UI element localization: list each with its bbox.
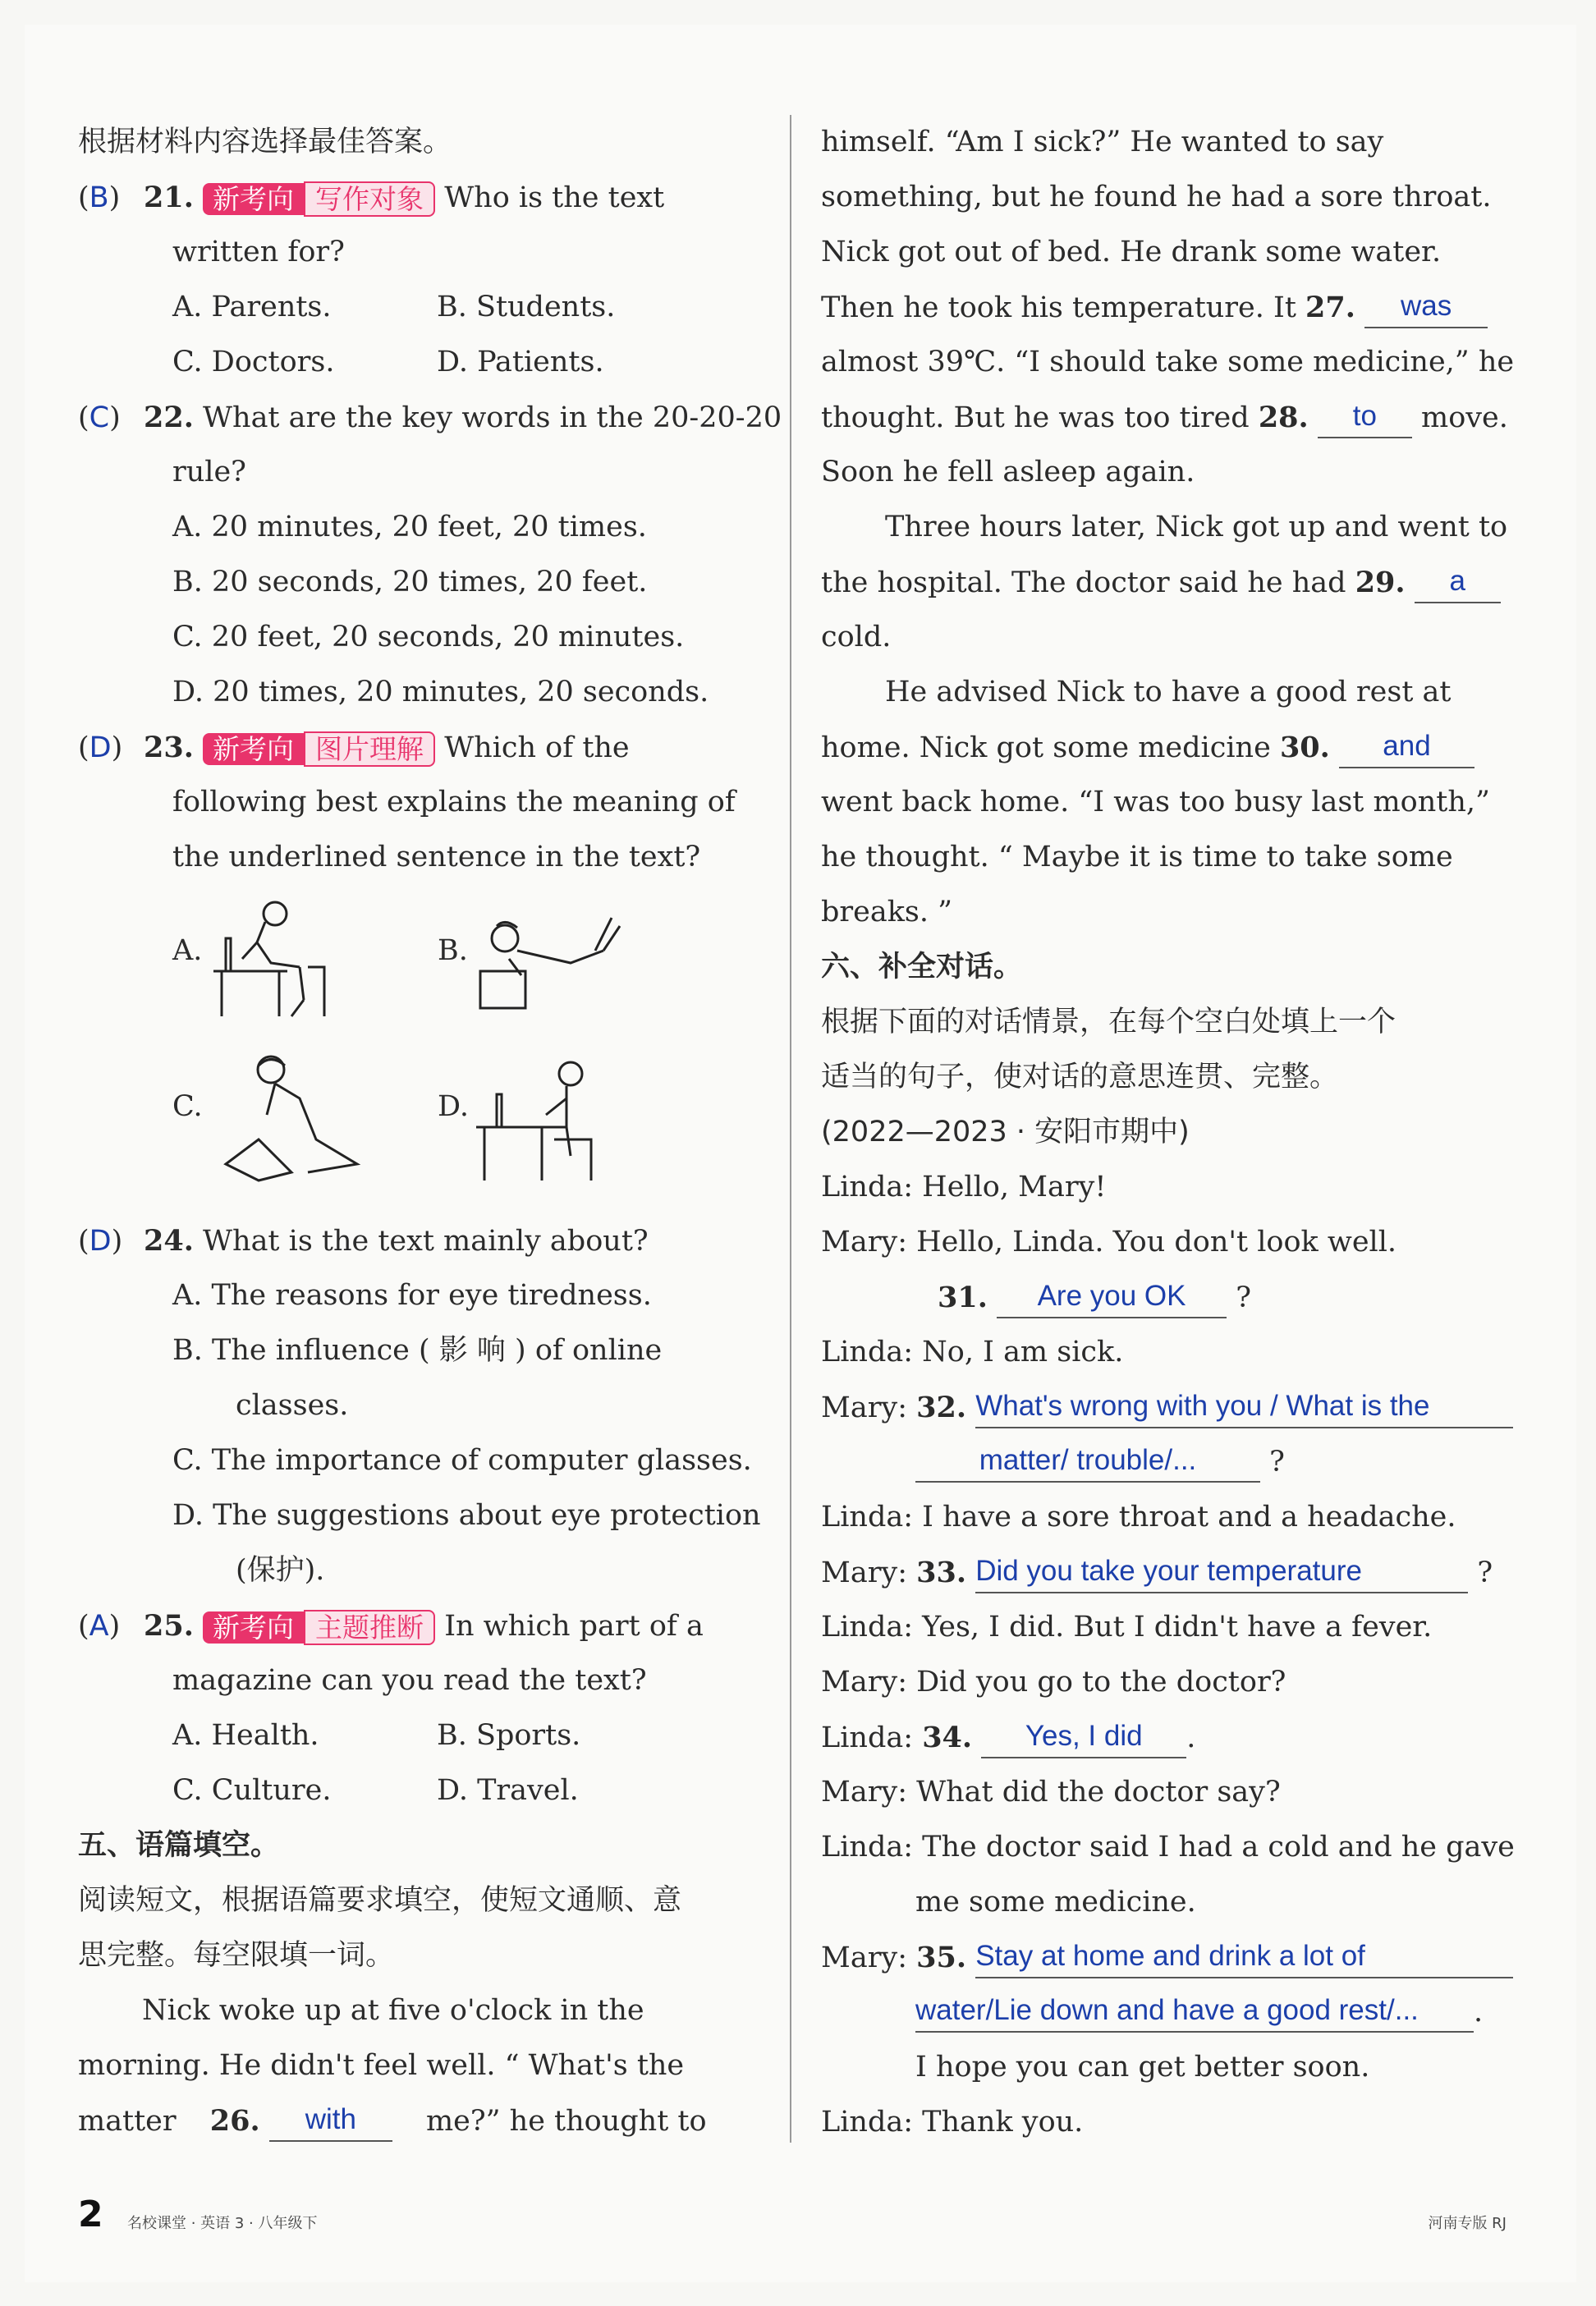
answer-23: D xyxy=(89,731,112,764)
answer-34: Yes, I did xyxy=(981,1719,1186,1758)
answer-28: to xyxy=(1318,399,1412,438)
section-6-heading: 六、补全对话。 xyxy=(821,951,1023,983)
answer-29: a xyxy=(1415,564,1501,603)
answer-32-line1: What's wrong with you / What is the xyxy=(975,1389,1513,1428)
book-title: 名校课堂 · 英语 3 · 八年级下 xyxy=(127,2215,318,2232)
question-25: (A) 25. 新考向 主题推断 In which part of a xyxy=(78,1598,759,1653)
blank-26-line: matter 26. with me?” he thought to xyxy=(78,2093,759,2148)
options-21-cd: C. Doctors. D. Patients. xyxy=(172,346,604,378)
tag-23: 新考向 图片理解 xyxy=(203,730,435,769)
tag-21: 新考向 写作对象 xyxy=(203,180,435,219)
source-note: (2022—2023 · 安阳市期中) xyxy=(821,1116,1190,1148)
answer-32-line2: matter/ trouble/... xyxy=(915,1443,1260,1483)
answer-27: was xyxy=(1364,289,1488,328)
posture-pictures: A. B. C. D. xyxy=(78,885,759,1213)
posture-image-b xyxy=(472,893,636,1025)
left-column: 根据材料内容选择最佳答案。 (B) 21. 新考向 写作对象 Who is the text written for? A. Parents. B. Students. C. Doctors. D. Patients. (C) 22. What are the key words in the 20-20-20 rule? A. 20 minutes, 20 feet, 20 times. B. 20 seconds, 20 times, 20 feet. C. 20 feet, 20 seconds, 20 minutes. D. 20 times, 20 minutes, 20 seconds. (D) 23. 新考向 图片理解 Which of the following best explains the meaning of the underlined sentence in the text? A. B. C. D. (D) 24. What is the text mainly about? A. The reasons for eye tiredness. B. The influence ( 影 响 ) of online classes. C. The importance of computer glasses. D. The suggestions about eye protection (保护). (A) 25. 新考向 主题推断 In which part of a magazine can you read the text? A. Health. B. Sports. C. Culture. D. Travel. 五、语篇填空。 阅读短文，根据语篇要求填空，使短文通顺、意 思完整。每空限填一词。 Nick woke up at five o'clock in the morning. He didn't feel well. “ What's the matter 26. with me?” he thought to xyxy=(78,115,759,2148)
question-23: (D) 23. 新考向 图片理解 Which of the xyxy=(78,720,759,775)
right-column: himself. “Am I sick?” He wanted to say something, but he found he had a sore throat. Nick got out of bed. He drank some water. Then he took his temperature. It 27. was almost 39℃. “I should take some medicine,” he thought. But he was too tired 28. to move. Soon he fell asleep again. Three hours later, Nick got up and went to the hospital. The doctor said he had 29. a cold. He advised Nick to have a good rest at home. Nick got some medicine 30. and went back home. “I was too busy last month,” he thought. “ Maybe it is time to take some breaks. ” 六、补全对话。 根据下面的对话情景，在每个空白处填上一个 适当的句子，使对话的意思连贯、完整。 (2022—2023 · 安阳市期中) Linda: Hello, Mary! Mary: Hello, Linda. You don't look well. 31. Are you OK ? Linda: No, I am sick. Mary: 32. What's wrong with you / What is the matter/ trouble/... ? Linda: I have a sore throat and a headache. Mary: 33. Did you take your temperature ? Linda: Yes, I did. But I didn't have a fever. Mary: Did you go to the doctor? Linda: 34. Yes, I did . Mary: What did the doctor say? Linda: The doctor said I had a cold and he gave me some medicine. Mary: 35. Stay at home and drink a lot of water/Lie down and have a good rest/... . I hope you can get better soon. Linda: Thank you. xyxy=(821,126,1515,2139)
answer-21: B xyxy=(89,181,109,214)
answer-25: A xyxy=(89,1610,109,1643)
question-22: (C) 22. What are the key words in the 20-20-20 xyxy=(78,401,782,434)
column-divider xyxy=(790,115,791,2143)
answer-30: and xyxy=(1339,729,1474,768)
answer-35-line1: Stay at home and drink a lot of xyxy=(975,1939,1513,1978)
question-21: (B) 21. 新考向 写作对象 Who is the text xyxy=(78,170,759,225)
answer-26: with xyxy=(269,2102,392,2142)
tag-25: 新考向 主题推断 xyxy=(203,1608,435,1648)
answer-24: D xyxy=(89,1225,112,1258)
posture-image-d xyxy=(472,1049,612,1189)
answer-31: Are you OK xyxy=(997,1279,1227,1318)
options-21-ab: A. Parents. B. Students. xyxy=(172,291,616,323)
posture-image-a xyxy=(209,893,341,1025)
section-intro: 根据材料内容选择最佳答案。 xyxy=(78,126,452,158)
section-5-heading: 五、语篇填空。 xyxy=(78,1829,280,1862)
answer-33: Did you take your temperature xyxy=(975,1554,1468,1593)
answer-22: C xyxy=(89,401,110,434)
question-24: (D) 24. What is the text mainly about? xyxy=(78,1224,649,1258)
edition-label: 河南专版 RJ xyxy=(1428,2215,1507,2232)
answer-35-line2: water/Lie down and have a good rest/... xyxy=(915,1993,1474,2033)
posture-image-c xyxy=(209,1049,374,1189)
page-number: 2 xyxy=(78,2194,103,2235)
